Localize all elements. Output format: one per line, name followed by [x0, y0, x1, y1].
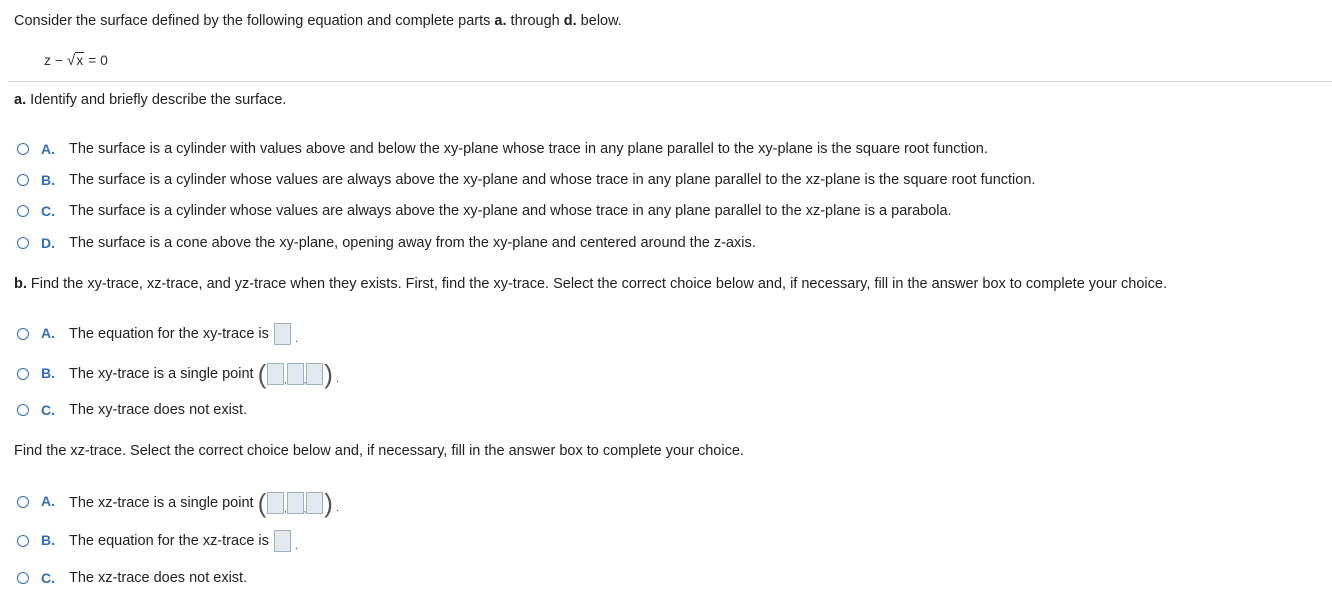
answer-box[interactable] — [274, 530, 291, 552]
option-letter: C. — [41, 402, 55, 418]
radio-button[interactable] — [17, 404, 29, 416]
answer-box-z[interactable] — [303, 363, 323, 385]
period: . — [294, 540, 298, 552]
part-b-question — [14, 276, 1167, 292]
radio-button[interactable] — [17, 368, 29, 380]
intro-part-d: d. — [563, 13, 577, 29]
sqrt-expression — [67, 52, 84, 69]
radio-button[interactable] — [17, 496, 29, 508]
sqrt-argument: x — [76, 52, 84, 68]
radio-button[interactable] — [17, 535, 29, 547]
option-letter: D. — [41, 235, 55, 251]
part-a-question — [14, 92, 286, 108]
part-a-label: a. — [14, 92, 27, 108]
radio-button[interactable] — [17, 143, 29, 155]
part-a-question-text: Identify and briefly describe the surface. — [26, 92, 287, 108]
period: . — [294, 333, 298, 345]
option-letter: B. — [41, 365, 55, 381]
comma: , — [303, 504, 307, 514]
option-content — [69, 359, 340, 389]
open-paren: ( — [257, 488, 267, 518]
option-text: The surface is a cone above the xy-plane, opening away from the xy-plane and centered around the z-axis. — [69, 235, 756, 251]
radio-button[interactable] — [17, 572, 29, 584]
option-text: The xz-trace does not exist. — [69, 570, 248, 586]
option-text: The surface is a cylinder whose values are always above the xy-plane and whose trace in any plane parallel to the xz-plane is a parabola. — [69, 203, 952, 219]
answer-box[interactable] — [274, 323, 291, 345]
option-letter: A. — [41, 325, 55, 341]
option-letter: B. — [41, 532, 55, 548]
radio-button[interactable] — [17, 237, 29, 249]
option-letter: C. — [41, 203, 55, 219]
option-letter: C. — [41, 570, 55, 586]
equation — [44, 52, 108, 69]
intro-prefix: Consider the surface defined by the following equation and complete parts — [14, 13, 495, 29]
option-text: The surface is a cylinder whose values are always above the xy-plane and whose trace in any plane parallel to the xz-plane is the square root function. — [69, 172, 1036, 188]
option-text: The equation for the xy-trace is — [69, 326, 269, 342]
intro-text — [14, 13, 622, 29]
answer-box-y[interactable] — [287, 492, 304, 514]
period: . — [335, 502, 340, 514]
option-letter: A. — [41, 493, 55, 509]
intro-suffix: below. — [576, 13, 622, 29]
radio-button[interactable] — [17, 328, 29, 340]
divider — [8, 81, 1332, 82]
option-text: The xy-trace is a single point — [69, 366, 254, 382]
answer-box-z[interactable] — [303, 492, 323, 514]
intro-part-a: a. — [494, 13, 507, 29]
sqrt-icon: √ — [66, 52, 76, 69]
answer-box-x[interactable] — [267, 492, 284, 514]
intro-through: through — [506, 13, 564, 29]
radio-button[interactable] — [17, 174, 29, 186]
option-content — [69, 530, 298, 552]
part-b-question-text: Find the xy-trace, xz-trace, and yz-trace when they exists. First, find the xy-trace. Select the correct choice below and, if necessary, fill in the answer box to complete your choice. — [26, 276, 1167, 292]
close-paren: ) — [324, 488, 333, 518]
open-paren: ( — [257, 359, 267, 389]
option-text: The surface is a cylinder with values above and below the xy-plane whose trace in any plane parallel to the xy-plane is the square root function. — [69, 141, 988, 157]
comma: , — [303, 375, 307, 385]
option-text: The xy-trace does not exist. — [69, 402, 248, 418]
answer-box-x[interactable] — [267, 363, 284, 385]
option-letter: A. — [41, 141, 55, 157]
option-content — [69, 323, 298, 345]
close-paren: ) — [324, 359, 333, 389]
comma: , — [284, 504, 287, 514]
option-content — [69, 488, 340, 518]
option-text: The equation for the xz-trace is — [69, 533, 269, 549]
answer-box-y[interactable] — [287, 363, 304, 385]
option-text: The xz-trace is a single point — [69, 495, 254, 511]
comma: , — [284, 375, 287, 385]
equation-left: z − — [44, 52, 67, 68]
part-b-label: b. — [14, 276, 27, 292]
option-letter: B. — [41, 172, 55, 188]
equation-right: = 0 — [84, 52, 108, 68]
radio-button[interactable] — [17, 205, 29, 217]
period: . — [335, 373, 340, 385]
xz-trace-prompt: Find the xz-trace. Select the correct choice below and, if necessary, fill in the answer box to complete your choice. — [14, 443, 744, 459]
